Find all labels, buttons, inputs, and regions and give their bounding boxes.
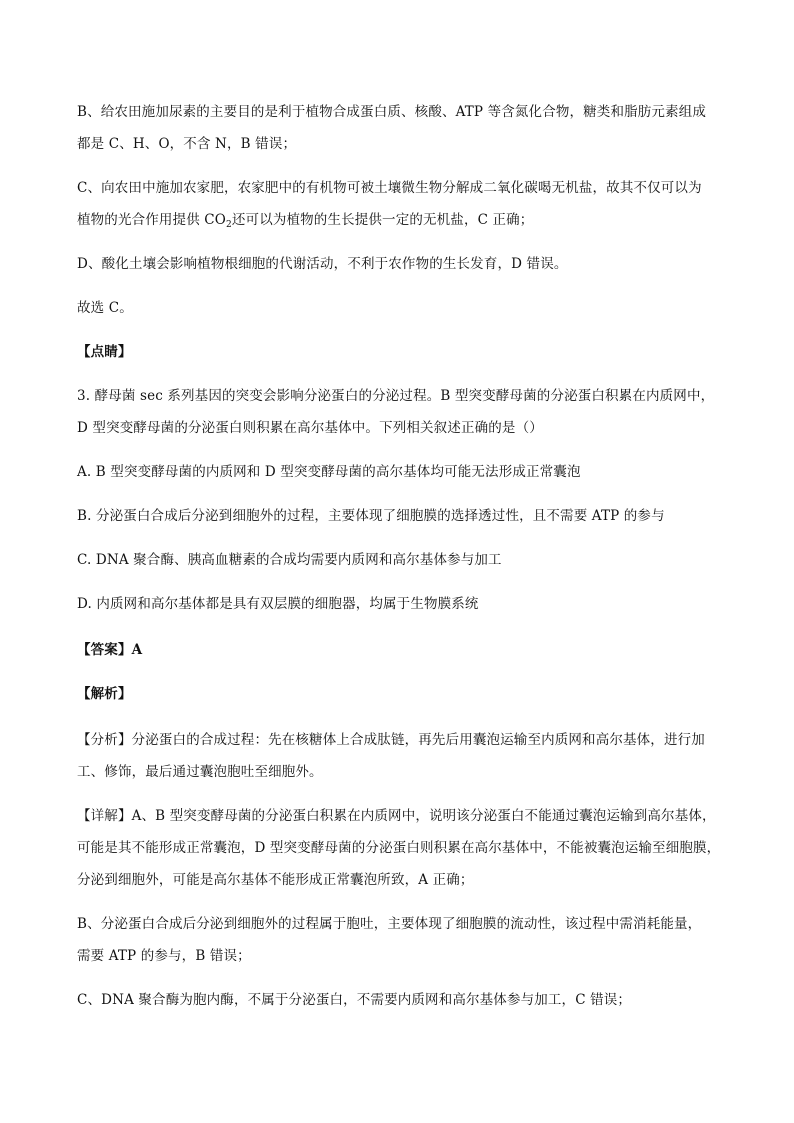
detail-a-line-1: 【详解】A、B 型突变酵母菌的分泌蛋白积累在内质网中，说明该分泌蛋白不能通过囊泡运输到高尔基体，	[77, 808, 716, 824]
option-b: B. 分泌蛋白合成后分泌到细胞外的过程，主要体现了细胞膜的选择透过性，且不需要 ATP 的参与	[77, 508, 665, 524]
explanation-c-line-2-post: 还可以为植物的生长提供一定的无机盐，C 正确；	[231, 212, 534, 228]
detail-c: C、DNA 聚合酶为胞内酶，不属于分泌蛋白，不需要内质网和高尔基体参与加工，C 错误；	[77, 992, 632, 1008]
explanation-b-line-1: B、给农田施加尿素的主要目的是利于植物合成蛋白质、核酸、ATP 等含氮化合物，糖类和脂肪元素组成	[77, 104, 707, 120]
option-a: A. B 型突变酵母菌的内质网和 D 型突变酵母菌的高尔基体均可能无法形成正常囊泡	[77, 464, 581, 480]
dianjing-heading: 【点睛】	[77, 344, 132, 360]
detail-a-line-2: 可能是其不能形成正常囊泡，D 型突变酵母菌的分泌蛋白则积累在高尔基体中，不能被囊泡运输至细胞膜，	[77, 840, 721, 856]
explanation-c-line-2	[77, 210, 533, 230]
question-3-line-2: D 型突变酵母菌的分泌蛋白则积累在高尔基体中。下列相关叙述正确的是（）	[77, 420, 543, 436]
detail-a-line-3: 分泌到细胞外，可能是高尔基体不能形成正常囊泡所致，A 正确；	[77, 872, 474, 888]
answer-heading: 【答案】A	[77, 642, 143, 658]
question-3-line-1: 3. 酵母菌 sec 系列基因的突变会影响分泌蛋白的分泌过程。B 型突变酵母菌的分泌蛋白积累在内质网中，	[77, 388, 715, 404]
explanation-c-line-1: C、向农田中施加农家肥，农家肥中的有机物可被土壤微生物分解成二氧化碳喝无机盐，故其不仅可以为	[77, 180, 702, 196]
option-c: C. DNA 聚合酶、胰高血糖素的合成均需要内质网和高尔基体参与加工	[77, 552, 502, 568]
analysis-line-1: 【分析】分泌蛋白的合成过程：先在核糖体上合成肽链，再先后用囊泡运输至内质网和高尔基体，进行加	[77, 732, 705, 748]
detail-b-line-2: 需要 ATP 的参与，B 错误；	[77, 948, 251, 964]
explanation-c-line-2-pre: 植物的光合作用提供 CO	[77, 212, 226, 228]
explanation-d: D、酸化土壤会影响植物根细胞的代谢活动，不利于农作物的生长发育，D 错误。	[77, 256, 568, 272]
analysis-line-2: 工、修饰，最后通过囊泡胞吐至细胞外。	[77, 764, 323, 780]
option-d: D. 内质网和高尔基体都是具有双层膜的细胞器，均属于生物膜系统	[77, 596, 479, 612]
detail-b-line-1: B、分泌蛋白合成后分泌到细胞外的过程属于胞吐，主要体现了细胞膜的流动性，该过程中需消耗能量，	[77, 916, 702, 932]
co2-subscript: 2	[226, 220, 232, 230]
conclusion: 故选 C。	[77, 300, 133, 316]
jiexi-heading: 【解析】	[77, 686, 132, 702]
explanation-b-line-2: 都是 C、H、O，不含 N，B 错误；	[77, 136, 297, 152]
